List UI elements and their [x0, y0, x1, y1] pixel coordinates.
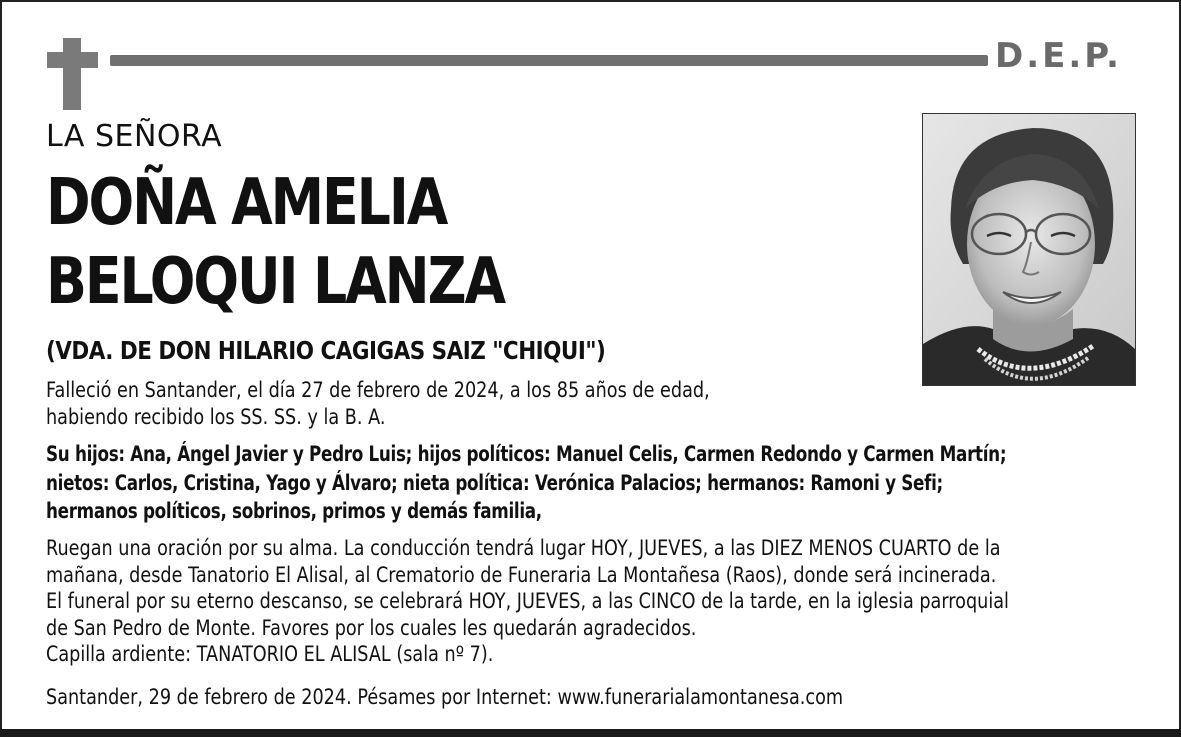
ceremony-paragraph: [46, 535, 1009, 668]
text-line: Ruegan una oración por su alma. La conducción tendrá lugar HOY, JUEVES, a las DIEZ MENOS CUARTO de la: [46, 536, 1001, 560]
dep-label: D.E.P.: [995, 36, 1122, 76]
text-line: hermanos políticos, sobrinos, primos y demás familia,: [46, 499, 542, 523]
cross-icon: [63, 38, 81, 110]
family-paragraph: [46, 441, 1006, 527]
deceased-name-line1: DOÑA AMELIA: [46, 166, 447, 240]
text-line: mañana, desde Tanatorio El Alisal, al Crematorio de Funeraria La Montañesa (Raos), donde será incinerada.: [46, 562, 997, 587]
footer-line: Santander, 29 de febrero de 2024. Pésames por Internet: www.funerarialamontanesa.com: [46, 685, 844, 709]
cross-icon-bar: [47, 52, 98, 68]
bottom-rule: [0, 729, 1181, 737]
text-line: de San Pedro de Monte. Favores por los cuales les quedarán agradecidos.: [46, 615, 697, 640]
deceased-name-line2: BELOQUI LANZA: [46, 245, 504, 319]
widow-of-line: (VDA. DE DON HILARIO CAGIGAS SAIZ "CHIQUI"): [46, 336, 606, 365]
text-line: Su hijos: Ana, Ángel Javier y Pedro Luis; hijos políticos: Manuel Celis, Carmen Redondo y Carmen Martín;: [46, 442, 1007, 466]
death-paragraph: [46, 377, 710, 430]
header-rule: [110, 55, 988, 66]
title-prefix: LA SEÑORA: [46, 119, 223, 154]
portrait-photo: [922, 113, 1136, 386]
text-line: El funeral por su eterno descanso, se celebrará HOY, JUEVES, a las CINCO de la tarde, en la iglesia parroquial: [46, 589, 1009, 613]
portrait-photo-image: [923, 114, 1135, 385]
text-line: nietos: Carlos, Cristina, Yago y Álvaro; nieta política: Verónica Palacios; hermanos: Ramoni y Sefi;: [46, 470, 943, 495]
text-line: Capilla ardiente: TANATORIO EL ALISAL (sala nº 7).: [46, 642, 494, 666]
text-line: habiendo recibido los SS. SS. y la B. A.: [46, 404, 386, 429]
text-line: Falleció en Santander, el día 27 de febrero de 2024, a los 85 años de edad,: [46, 378, 710, 402]
